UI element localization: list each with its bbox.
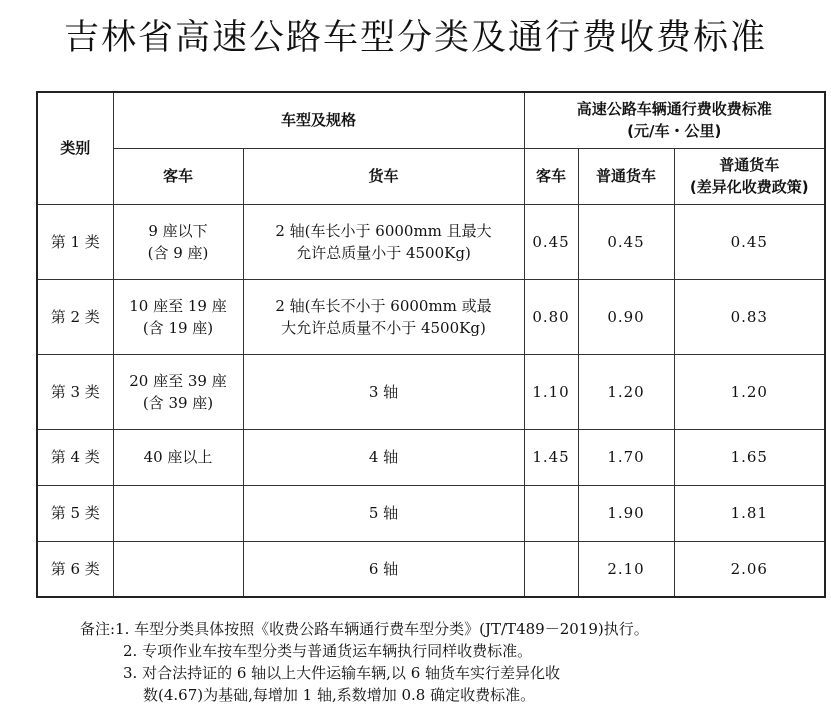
cell-passenger bbox=[113, 204, 243, 279]
cell-class: 第 1 类 bbox=[37, 204, 113, 279]
cell-fee-diff: 1.81 bbox=[674, 485, 825, 541]
cell-fee-passenger bbox=[524, 541, 578, 597]
cell-passenger-line2: (含 9 座) bbox=[147, 243, 209, 262]
table-row bbox=[37, 485, 825, 541]
cell-fee-passenger: 1.45 bbox=[524, 429, 578, 485]
cell-fee-truck: 1.20 bbox=[578, 354, 674, 429]
header-fee-standard-line1: 高速公路车辆通行费收费标准 bbox=[576, 100, 772, 119]
notes bbox=[80, 618, 820, 706]
cell-passenger-line1: 9 座以下 bbox=[148, 221, 208, 240]
cell-fee-diff: 0.83 bbox=[674, 279, 825, 354]
cell-truck bbox=[243, 485, 524, 541]
cell-truck-line1: 2 轴(车长不小于 6000mm 或最 bbox=[275, 296, 492, 315]
cell-passenger bbox=[113, 279, 243, 354]
cell-passenger-line2: (含 19 座) bbox=[142, 318, 214, 337]
header-fee-truck-diff bbox=[674, 148, 825, 204]
cell-passenger-line1: 20 座至 39 座 bbox=[129, 371, 227, 390]
header-fee-truck-diff-line2: (差异化收费政策) bbox=[689, 178, 809, 196]
cell-fee-truck: 2.10 bbox=[578, 541, 674, 597]
header-passenger: 客车 bbox=[113, 148, 243, 204]
cell-passenger-line2: (含 39 座) bbox=[142, 393, 214, 412]
cell-truck bbox=[243, 204, 524, 279]
page-title: 吉林省高速公路车型分类及通行费收费标准 bbox=[63, 18, 767, 58]
cell-fee-diff: 1.65 bbox=[674, 429, 825, 485]
table-row bbox=[37, 279, 825, 354]
cell-fee-passenger bbox=[524, 485, 578, 541]
cell-fee-diff: 2.06 bbox=[674, 541, 825, 597]
header-fee-passenger: 客车 bbox=[524, 148, 578, 204]
note-line-2: 2. 专项作业车按车型分类与普通货运车辆执行同样收费标准。 bbox=[123, 642, 533, 660]
cell-class: 第 5 类 bbox=[37, 485, 113, 541]
cell-fee-truck: 1.70 bbox=[578, 429, 674, 485]
table-header-row-2 bbox=[37, 148, 825, 204]
cell-class: 第 2 类 bbox=[37, 279, 113, 354]
cell-truck-line1: 2 轴(车长小于 6000mm 且最大 bbox=[275, 221, 492, 240]
cell-fee-passenger: 0.80 bbox=[524, 279, 578, 354]
fee-table bbox=[36, 91, 826, 598]
cell-passenger-line1: 10 座至 19 座 bbox=[129, 296, 227, 315]
cell-fee-diff: 1.20 bbox=[674, 354, 825, 429]
cell-fee-truck: 0.45 bbox=[578, 204, 674, 279]
cell-class: 第 4 类 bbox=[37, 429, 113, 485]
cell-passenger-line1: 40 座以上 bbox=[143, 448, 213, 466]
header-fee-truck: 普通货车 bbox=[578, 148, 674, 204]
cell-class: 第 3 类 bbox=[37, 354, 113, 429]
header-fee-standard-line2: (元/车・公里) bbox=[627, 122, 722, 141]
cell-passenger bbox=[113, 485, 243, 541]
cell-truck-line1: 3 轴 bbox=[368, 382, 399, 401]
cell-fee-diff: 0.45 bbox=[674, 204, 825, 279]
cell-truck-line2: 大允许总质量不小于 4500Kg) bbox=[281, 318, 486, 337]
cell-truck bbox=[243, 354, 524, 429]
cell-truck-line1: 4 轴 bbox=[368, 448, 399, 466]
cell-fee-passenger: 1.10 bbox=[524, 354, 578, 429]
cell-truck-line1: 5 轴 bbox=[368, 504, 399, 522]
header-category: 类别 bbox=[37, 92, 113, 204]
cell-fee-passenger: 0.45 bbox=[524, 204, 578, 279]
cell-passenger bbox=[113, 541, 243, 597]
note-line-4: 数(4.67)为基础,每增加 1 轴,系数增加 0.8 确定收费标准。 bbox=[143, 686, 536, 704]
table-row bbox=[37, 541, 825, 597]
cell-passenger bbox=[113, 354, 243, 429]
table-row bbox=[37, 204, 825, 279]
table-row bbox=[37, 429, 825, 485]
header-fee-standard bbox=[524, 92, 825, 148]
cell-truck-line1: 6 轴 bbox=[368, 559, 399, 578]
table-row bbox=[37, 354, 825, 429]
cell-truck-line2: 允许总质量小于 4500Kg) bbox=[296, 243, 471, 262]
header-truck: 货车 bbox=[243, 148, 524, 204]
table-header-row-1 bbox=[37, 92, 825, 148]
cell-fee-truck: 0.90 bbox=[578, 279, 674, 354]
header-vehicle-spec: 车型及规格 bbox=[113, 92, 524, 148]
cell-truck bbox=[243, 279, 524, 354]
note-line-1: 备注:1. 车型分类具体按照《收费公路车辆通行费车型分类》(JT/T489－2019)执行。 bbox=[80, 620, 649, 638]
cell-truck bbox=[243, 429, 524, 485]
cell-class: 第 6 类 bbox=[37, 541, 113, 597]
note-line-3: 3. 对合法持证的 6 轴以上大件运输车辆,以 6 轴货车实行差异化收 bbox=[123, 664, 561, 682]
cell-passenger bbox=[113, 429, 243, 485]
cell-fee-truck: 1.90 bbox=[578, 485, 674, 541]
header-fee-truck-diff-line1: 普通货车 bbox=[719, 156, 780, 174]
cell-truck bbox=[243, 541, 524, 597]
